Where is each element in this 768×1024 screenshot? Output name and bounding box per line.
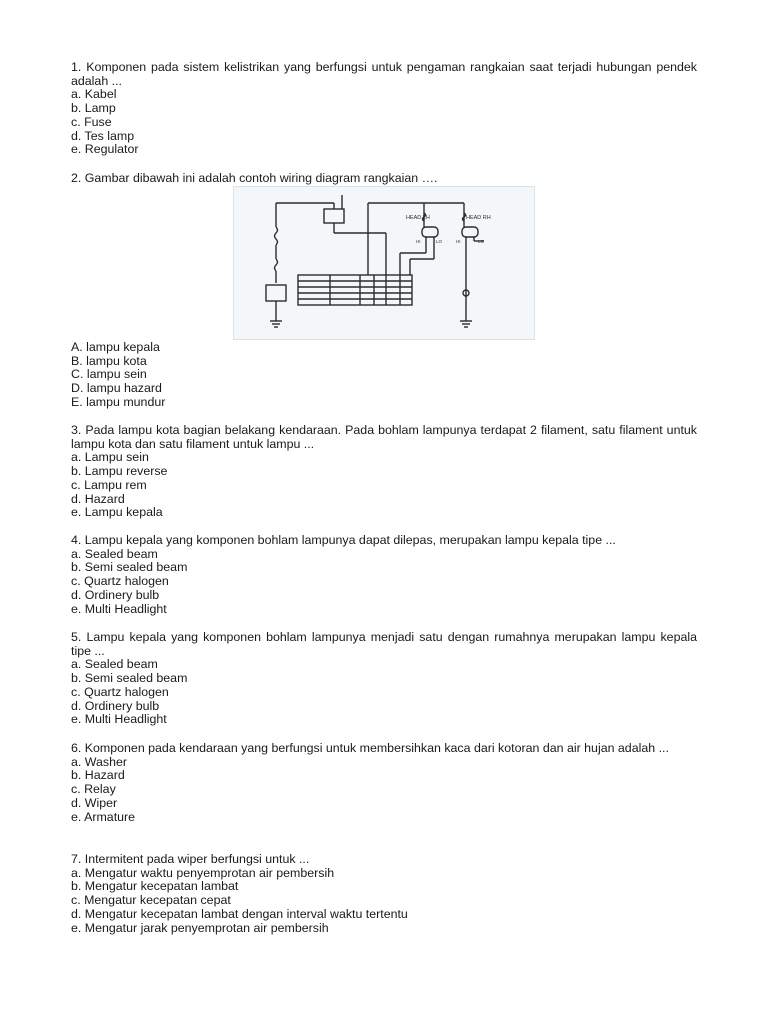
option-c: C. lampu sein bbox=[71, 367, 147, 382]
option-e: e. Multi Headlight bbox=[71, 712, 167, 727]
question-4 bbox=[71, 534, 697, 616]
option-d: d. Hazard bbox=[71, 491, 125, 506]
question-stem: 5. Lampu kepala yang komponen bohlam lampunya menjadi satu dengan rumahnya merupakan lampu kepala tipe ... bbox=[71, 630, 697, 658]
option-c: c. Relay bbox=[71, 782, 116, 797]
label-head-lh: HEAD LH bbox=[406, 215, 430, 221]
option-d: d. Ordinery bulb bbox=[71, 698, 160, 713]
option-b: b. Semi sealed beam bbox=[71, 671, 188, 686]
question-5 bbox=[71, 631, 697, 727]
option-list bbox=[71, 88, 697, 157]
option-a: a. Lampu sein bbox=[71, 450, 149, 465]
label-lo-right: LO bbox=[478, 239, 485, 244]
question-stem: 1. Komponen pada sistem kelistrikan yang berfungsi untuk pengaman rangkaian saat terjadi hubungan pendek adalah ... bbox=[71, 60, 697, 88]
question-6 bbox=[71, 742, 697, 824]
option-e: e. Regulator bbox=[71, 142, 139, 157]
label-hi-left: HI bbox=[416, 239, 421, 244]
option-b: b. Lamp bbox=[71, 101, 116, 116]
question-stem: 7. Intermitent pada wiper berfungsi untuk ... bbox=[71, 852, 310, 866]
option-c: c. Lampu rem bbox=[71, 477, 147, 492]
option-c: c. Quartz halogen bbox=[71, 684, 169, 699]
option-e: e. Mengatur jarak penyemprotan air pembersih bbox=[71, 920, 329, 935]
option-e: e. Multi Headlight bbox=[71, 601, 167, 616]
option-a: A. lampu kepala bbox=[71, 340, 160, 354]
question-2-options bbox=[71, 341, 697, 410]
label-head-rh: HEAD RH bbox=[466, 215, 491, 221]
option-b: b. Mengatur kecepatan lambat bbox=[71, 879, 239, 894]
option-c: c. Fuse bbox=[71, 114, 112, 129]
option-c: c. Mengatur kecepatan cepat bbox=[71, 893, 231, 908]
option-list bbox=[71, 658, 697, 727]
option-e: e. Armature bbox=[71, 809, 136, 824]
option-b: b. Hazard bbox=[71, 768, 125, 783]
option-a: a. Sealed beam bbox=[71, 546, 158, 561]
option-d: D. lampu hazard bbox=[71, 381, 162, 396]
option-list bbox=[71, 548, 697, 617]
option-b: B. lampu kota bbox=[71, 353, 147, 368]
question-stem: 4. Lampu kepala yang komponen bohlam lampunya dapat dilepas, merupakan lampu kepala tipe ... bbox=[71, 533, 616, 547]
question-7 bbox=[71, 853, 697, 935]
option-b: b. Semi sealed beam bbox=[71, 560, 188, 575]
option-a: a. Sealed beam bbox=[71, 657, 158, 672]
option-list bbox=[71, 756, 697, 825]
option-list bbox=[71, 341, 697, 410]
option-d: d. Tes lamp bbox=[71, 128, 135, 143]
question-1 bbox=[71, 61, 697, 157]
question-stem: 6. Komponen pada kendaraan yang berfungsi untuk membersihkan kaca dari kotoran dan air hujan adalah ... bbox=[71, 741, 669, 755]
option-list bbox=[71, 451, 697, 520]
option-b: b. Lampu reverse bbox=[71, 464, 168, 479]
option-e: e. Lampu kepala bbox=[71, 505, 163, 520]
question-stem: 2. Gambar dibawah ini adalah contoh wiring diagram rangkaian …. bbox=[71, 171, 438, 185]
wiring-diagram-svg bbox=[234, 187, 534, 339]
label-lo-left: LO bbox=[436, 239, 443, 244]
option-d: d. Ordinery bulb bbox=[71, 587, 160, 602]
option-d: d. Mengatur kecepatan lambat dengan interval waktu tertentu bbox=[71, 906, 408, 921]
option-a: a. Washer bbox=[71, 754, 128, 769]
option-c: c. Quartz halogen bbox=[71, 574, 169, 589]
option-list bbox=[71, 867, 697, 936]
question-stem: 3. Pada lampu kota bagian belakang kendaraan. Pada bohlam lampunya terdapat 2 filament, satu filament untuk lampu kota dan satu filament untuk lampu ... bbox=[71, 423, 697, 451]
label-hi-right: HI bbox=[456, 239, 461, 244]
option-e: E. lampu mundur bbox=[71, 394, 166, 409]
wiring-diagram bbox=[233, 186, 535, 340]
option-a: a. Kabel bbox=[71, 87, 117, 102]
option-d: d. Wiper bbox=[71, 795, 118, 810]
option-a: a. Mengatur waktu penyemprotan air pembersih bbox=[71, 865, 335, 880]
question-3 bbox=[71, 424, 697, 520]
question-2 bbox=[71, 172, 697, 186]
